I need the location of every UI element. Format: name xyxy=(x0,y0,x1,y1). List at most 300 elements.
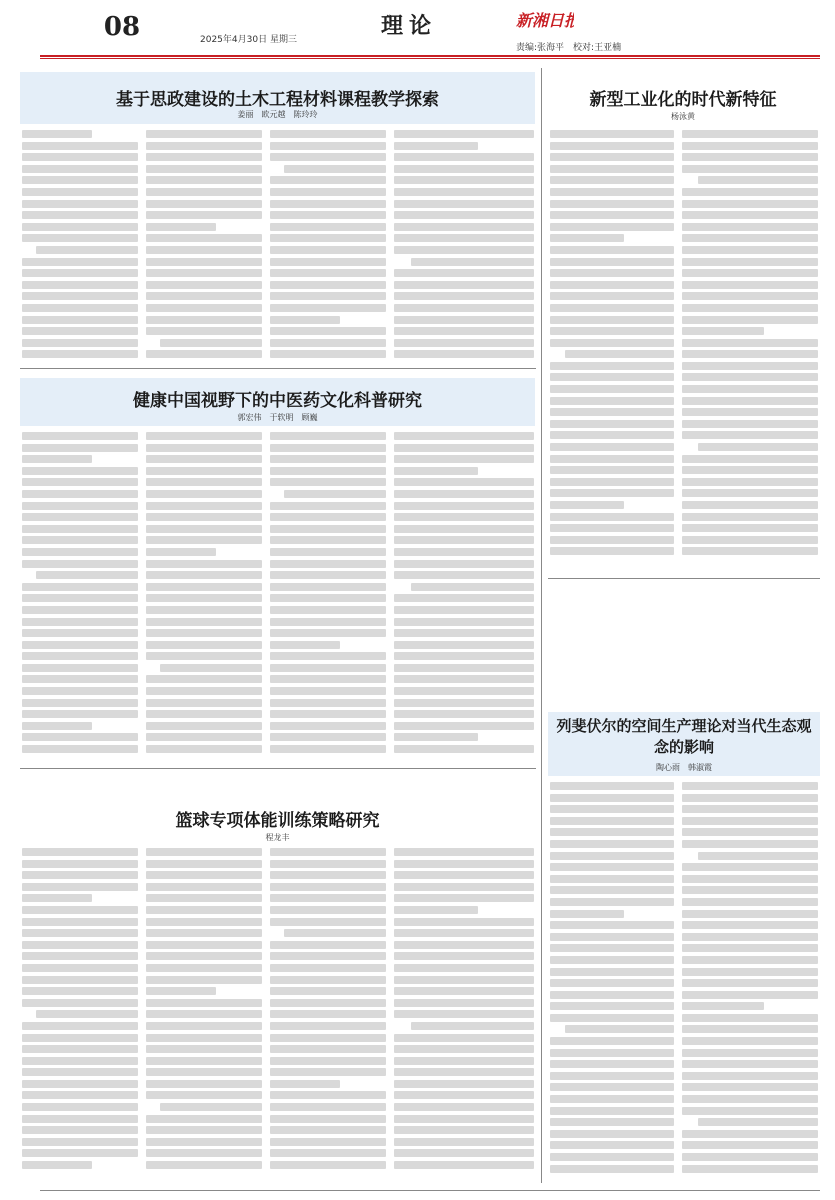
text-line xyxy=(22,211,138,219)
text-line xyxy=(270,1080,340,1088)
text-line xyxy=(394,976,534,984)
text-line xyxy=(22,234,138,242)
text-line xyxy=(22,548,138,556)
text-line xyxy=(682,281,818,289)
text-line xyxy=(22,142,138,150)
text-line xyxy=(146,304,262,312)
text-line xyxy=(160,339,262,347)
text-line xyxy=(682,1002,764,1010)
text-line xyxy=(550,339,674,347)
footer-rule xyxy=(40,1190,820,1191)
text-line xyxy=(284,490,386,498)
text-line xyxy=(394,618,534,626)
text-line xyxy=(394,871,534,879)
text-line xyxy=(394,1138,534,1146)
text-line xyxy=(550,223,674,231)
text-line xyxy=(682,1165,818,1173)
text-line xyxy=(682,863,818,871)
text-line xyxy=(146,455,262,463)
text-line xyxy=(550,478,674,486)
text-line xyxy=(550,898,674,906)
text-line xyxy=(682,292,818,300)
text-line xyxy=(394,710,534,718)
text-line xyxy=(394,292,534,300)
text-line xyxy=(22,722,92,730)
text-line xyxy=(270,1034,386,1042)
text-line xyxy=(550,1049,674,1057)
text-line xyxy=(270,246,386,254)
svg-text:新湘日报: 新湘日报 xyxy=(516,11,574,30)
text-line xyxy=(146,1022,262,1030)
text-line xyxy=(550,443,674,451)
text-line xyxy=(550,153,674,161)
text-line xyxy=(550,536,674,544)
text-line xyxy=(270,964,386,972)
text-line xyxy=(550,933,674,941)
editor-credits: 责编:张海平 校对:王亚楠 xyxy=(516,43,622,53)
text-line xyxy=(682,223,818,231)
text-line xyxy=(394,490,534,498)
text-line xyxy=(270,745,386,753)
text-line xyxy=(146,316,262,324)
text-line xyxy=(146,200,262,208)
text-line xyxy=(22,860,138,868)
text-line xyxy=(146,1091,262,1099)
text-line xyxy=(146,1057,262,1065)
text-line xyxy=(550,794,674,802)
text-line xyxy=(411,1022,534,1030)
text-line xyxy=(270,594,386,602)
text-line xyxy=(270,1057,386,1065)
text-line xyxy=(22,1080,138,1088)
text-line xyxy=(550,513,674,521)
text-line xyxy=(550,431,674,439)
text-line xyxy=(550,1118,674,1126)
text-line xyxy=(394,536,534,544)
text-line xyxy=(22,165,138,173)
text-line xyxy=(682,397,818,405)
text-line xyxy=(682,1060,818,1068)
text-line xyxy=(394,165,534,173)
article-column xyxy=(550,130,674,570)
text-line xyxy=(146,444,262,452)
text-line xyxy=(682,875,818,883)
text-line xyxy=(270,883,386,891)
text-line xyxy=(394,952,534,960)
article-title: 基于思政建设的土木工程材料课程教学探索 xyxy=(116,90,439,110)
text-line xyxy=(22,618,138,626)
text-line xyxy=(146,1034,262,1042)
text-line xyxy=(682,188,818,196)
text-line xyxy=(146,478,262,486)
text-line xyxy=(682,1049,818,1057)
newspaper-logo xyxy=(516,4,574,34)
text-line xyxy=(270,153,386,161)
text-line xyxy=(146,952,262,960)
text-line xyxy=(682,316,818,324)
text-line xyxy=(550,1037,674,1045)
text-line xyxy=(22,675,138,683)
text-line xyxy=(22,1161,92,1169)
text-line xyxy=(550,281,674,289)
text-line xyxy=(394,699,534,707)
text-line xyxy=(22,952,138,960)
text-line xyxy=(270,525,386,533)
text-line xyxy=(550,817,674,825)
text-line xyxy=(146,629,262,637)
text-line xyxy=(550,455,674,463)
text-line xyxy=(22,455,92,463)
text-line xyxy=(682,979,818,987)
text-line xyxy=(550,269,674,277)
text-line xyxy=(270,1149,386,1157)
text-line xyxy=(22,733,138,741)
text-line xyxy=(550,1107,674,1115)
article-column xyxy=(394,130,534,362)
text-line xyxy=(146,281,262,289)
text-line xyxy=(682,165,818,173)
article-byline: 程龙丰 xyxy=(265,833,290,842)
text-line xyxy=(270,234,386,242)
article-title: 健康中国视野下的中医药文化科普研究 xyxy=(133,391,422,411)
text-line xyxy=(22,292,138,300)
section-title: 理论 xyxy=(381,13,438,39)
text-line xyxy=(146,999,262,1007)
article-column xyxy=(22,848,138,1182)
text-line xyxy=(682,385,818,393)
text-line xyxy=(394,188,534,196)
text-line xyxy=(394,594,534,602)
text-line xyxy=(394,502,534,510)
text-line xyxy=(682,817,818,825)
text-line xyxy=(550,489,674,497)
text-line xyxy=(270,710,386,718)
text-line xyxy=(36,1010,138,1018)
text-line xyxy=(146,525,262,533)
text-line xyxy=(682,153,818,161)
text-line xyxy=(146,745,262,753)
text-line xyxy=(270,918,386,926)
text-line xyxy=(146,188,262,196)
text-line xyxy=(146,652,262,660)
text-line xyxy=(146,223,216,231)
text-line xyxy=(270,675,386,683)
text-line xyxy=(22,652,138,660)
text-line xyxy=(394,560,534,568)
text-line xyxy=(270,258,386,266)
text-line xyxy=(146,130,262,138)
text-line xyxy=(550,1165,674,1173)
text-line xyxy=(270,281,386,289)
text-line xyxy=(682,455,818,463)
text-line xyxy=(550,921,674,929)
text-line xyxy=(394,176,534,184)
text-line xyxy=(146,513,262,521)
text-line xyxy=(682,1014,818,1022)
text-line xyxy=(146,1080,262,1088)
text-line xyxy=(394,513,534,521)
article-column xyxy=(394,432,534,762)
text-line xyxy=(394,883,534,891)
text-line xyxy=(550,1072,674,1080)
text-line xyxy=(270,641,340,649)
text-line xyxy=(270,618,386,626)
text-line xyxy=(22,316,138,324)
text-line xyxy=(550,408,674,416)
text-line xyxy=(550,547,674,555)
text-line xyxy=(394,246,534,254)
text-line xyxy=(22,478,138,486)
text-line xyxy=(146,176,262,184)
text-line xyxy=(550,1014,674,1022)
text-line xyxy=(22,350,138,358)
text-line xyxy=(36,571,138,579)
text-line xyxy=(270,200,386,208)
text-line xyxy=(550,1083,674,1091)
text-line xyxy=(22,467,138,475)
text-line xyxy=(394,269,534,277)
text-line xyxy=(394,327,534,335)
text-line xyxy=(550,176,674,184)
text-line xyxy=(146,1149,262,1157)
text-line xyxy=(682,327,764,335)
text-line xyxy=(22,906,138,914)
text-line xyxy=(550,944,674,952)
text-line xyxy=(22,606,138,614)
text-line xyxy=(682,513,818,521)
article-column xyxy=(394,848,534,1182)
text-line xyxy=(22,432,138,440)
text-line xyxy=(22,1045,138,1053)
text-line xyxy=(394,1010,534,1018)
text-line xyxy=(146,536,262,544)
text-line xyxy=(394,664,534,672)
text-line xyxy=(682,466,818,474)
text-line xyxy=(682,956,818,964)
text-line xyxy=(270,304,386,312)
text-line xyxy=(550,863,674,871)
text-line xyxy=(682,246,818,254)
text-line xyxy=(394,444,534,452)
text-line xyxy=(270,1010,386,1018)
text-line xyxy=(22,269,138,277)
text-line xyxy=(270,467,386,475)
text-line xyxy=(698,1118,818,1126)
text-line xyxy=(270,1138,386,1146)
text-line xyxy=(270,699,386,707)
text-line xyxy=(270,455,386,463)
text-line xyxy=(550,258,674,266)
article-column xyxy=(682,130,818,570)
text-line xyxy=(682,536,818,544)
text-line xyxy=(270,1103,386,1111)
text-line xyxy=(394,153,534,161)
text-line xyxy=(146,142,262,150)
text-line xyxy=(394,675,534,683)
text-line xyxy=(394,432,534,440)
text-line xyxy=(550,1095,674,1103)
text-line xyxy=(565,1025,674,1033)
text-line xyxy=(146,583,262,591)
article-title: 新型工业化的时代新特征 xyxy=(589,90,777,110)
text-line xyxy=(550,991,674,999)
text-line xyxy=(682,362,818,370)
text-line xyxy=(682,840,818,848)
text-line xyxy=(550,524,674,532)
header-rule-thin xyxy=(40,58,820,59)
text-line xyxy=(270,1126,386,1134)
text-line xyxy=(550,840,674,848)
text-line xyxy=(146,1010,262,1018)
text-line xyxy=(146,733,262,741)
text-line xyxy=(682,898,818,906)
text-line xyxy=(146,490,262,498)
article-column xyxy=(22,432,138,762)
text-line xyxy=(22,745,138,753)
text-line xyxy=(394,223,534,231)
article-divider xyxy=(20,768,536,769)
text-line xyxy=(394,211,534,219)
text-line xyxy=(22,200,138,208)
text-line xyxy=(22,536,138,544)
text-line xyxy=(270,860,386,868)
text-line xyxy=(146,432,262,440)
text-line xyxy=(682,944,818,952)
text-line xyxy=(146,327,262,335)
text-line xyxy=(146,606,262,614)
text-line xyxy=(146,976,262,984)
text-line xyxy=(146,710,262,718)
text-line xyxy=(550,501,624,509)
article-title: 列斐伏尔的空间生产理论对当代生态观念的影响 xyxy=(556,717,812,756)
article-column xyxy=(146,432,262,762)
text-line xyxy=(270,871,386,879)
text-line xyxy=(22,687,138,695)
page-number: 08 xyxy=(103,12,141,42)
text-line xyxy=(270,1161,386,1169)
text-line xyxy=(550,852,674,860)
text-line xyxy=(270,571,386,579)
text-line xyxy=(682,258,818,266)
text-line xyxy=(394,478,534,486)
text-line xyxy=(682,1025,818,1033)
text-line xyxy=(22,176,138,184)
text-line xyxy=(22,918,138,926)
header-rule xyxy=(40,55,820,57)
text-line xyxy=(270,848,386,856)
text-line xyxy=(270,513,386,521)
text-line xyxy=(682,933,818,941)
text-line xyxy=(146,246,262,254)
column-divider xyxy=(541,68,542,1183)
text-line xyxy=(270,478,386,486)
text-line xyxy=(682,130,818,138)
text-line xyxy=(682,1095,818,1103)
text-line xyxy=(22,583,138,591)
text-line xyxy=(22,327,138,335)
text-line xyxy=(270,1091,386,1099)
article-byline: 郭宏伟 于软明 顾巍 xyxy=(237,413,318,422)
text-line xyxy=(270,350,386,358)
text-line xyxy=(394,1126,534,1134)
text-line xyxy=(394,1103,534,1111)
article-byline: 杨泳黄 xyxy=(671,112,695,121)
text-line xyxy=(550,886,674,894)
text-line xyxy=(394,722,534,730)
text-line xyxy=(270,687,386,695)
text-line xyxy=(682,828,818,836)
text-line xyxy=(682,350,818,358)
text-line xyxy=(270,444,386,452)
text-line xyxy=(394,687,534,695)
text-line xyxy=(682,524,818,532)
text-line xyxy=(270,560,386,568)
text-line xyxy=(22,258,138,266)
text-line xyxy=(682,1130,818,1138)
text-line xyxy=(550,968,674,976)
text-line xyxy=(284,165,386,173)
text-line xyxy=(22,976,138,984)
text-line xyxy=(550,1130,674,1138)
text-line xyxy=(394,234,534,242)
text-line xyxy=(550,1060,674,1068)
article-title: 篮球专项体能训练策略研究 xyxy=(175,811,380,831)
text-line xyxy=(394,652,534,660)
text-line xyxy=(270,987,386,995)
text-line xyxy=(682,200,818,208)
text-line xyxy=(22,941,138,949)
article-column xyxy=(270,848,386,1182)
text-line xyxy=(698,852,818,860)
text-line xyxy=(394,525,534,533)
text-line xyxy=(394,745,534,753)
text-line xyxy=(22,629,138,637)
text-line xyxy=(22,929,138,937)
text-line xyxy=(550,234,624,242)
text-line xyxy=(550,142,674,150)
text-line xyxy=(550,385,674,393)
text-line xyxy=(146,1045,262,1053)
text-line xyxy=(394,964,534,972)
text-line xyxy=(682,478,818,486)
article-column xyxy=(270,130,386,362)
text-line xyxy=(550,200,674,208)
text-line xyxy=(550,956,674,964)
text-line xyxy=(270,502,386,510)
text-line xyxy=(682,339,818,347)
text-line xyxy=(22,1103,138,1111)
text-line xyxy=(394,350,534,358)
text-line xyxy=(22,130,92,138)
text-line xyxy=(270,1115,386,1123)
text-line xyxy=(270,894,386,902)
text-line xyxy=(682,1037,818,1045)
text-line xyxy=(550,327,674,335)
text-line xyxy=(394,641,534,649)
text-line xyxy=(22,304,138,312)
text-line xyxy=(22,188,138,196)
text-line xyxy=(682,782,818,790)
text-line xyxy=(146,258,262,266)
text-line xyxy=(36,246,138,254)
text-line xyxy=(682,431,818,439)
text-line xyxy=(22,894,92,902)
text-line xyxy=(550,373,674,381)
text-line xyxy=(565,350,674,358)
text-line xyxy=(550,130,674,138)
text-line xyxy=(394,316,534,324)
page-header xyxy=(0,0,835,56)
